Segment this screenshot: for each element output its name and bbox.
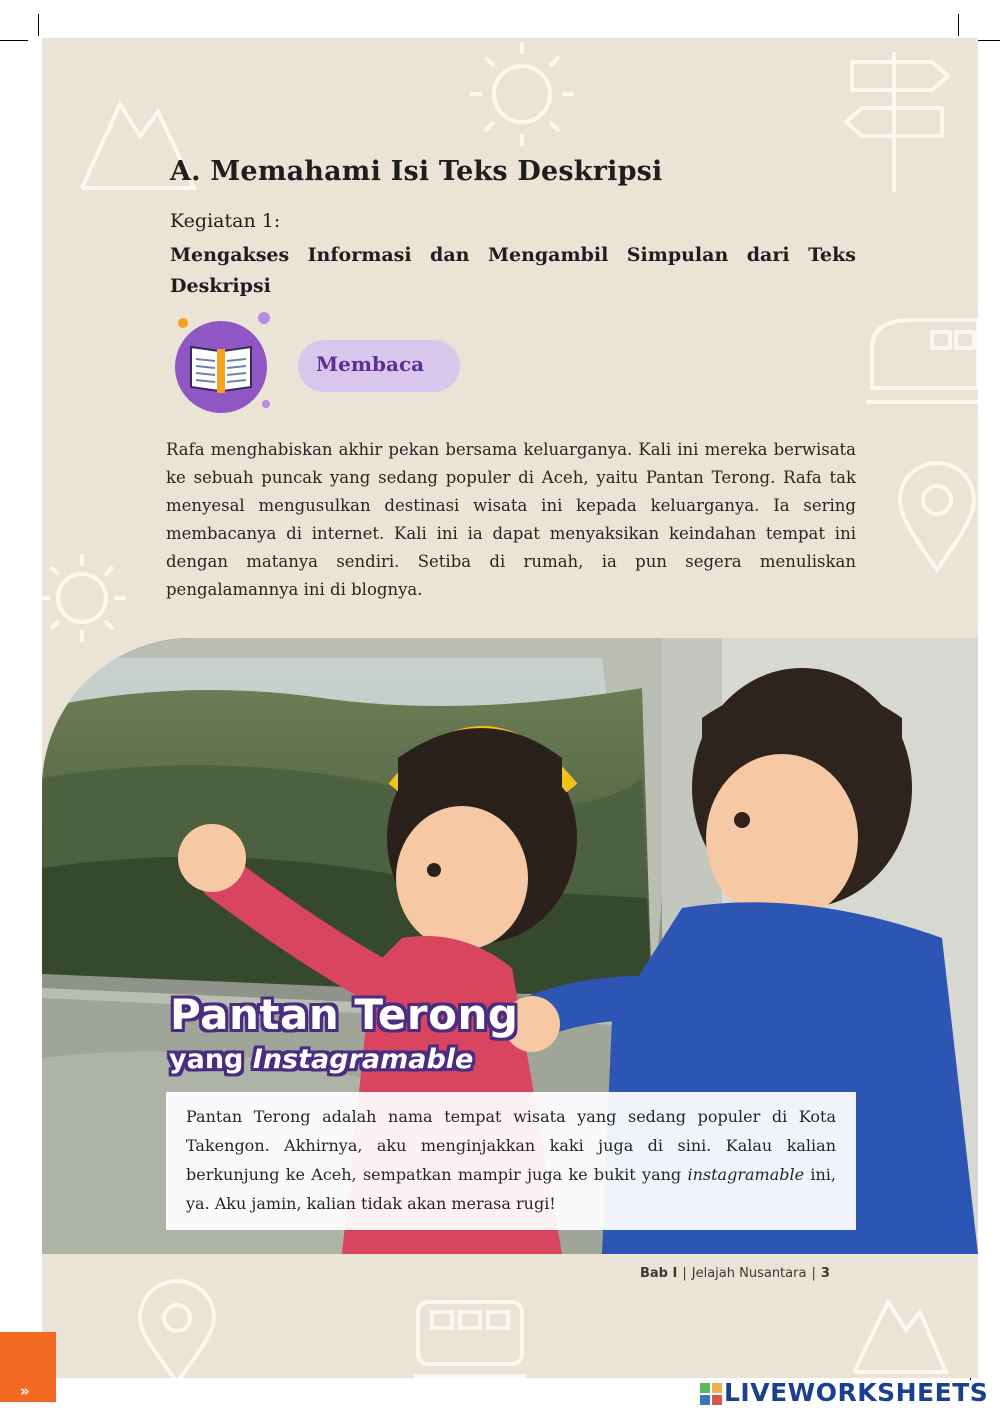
decor-dot [178, 318, 188, 328]
footer-chapter: Bab I [640, 1266, 678, 1281]
story-title: Pantan Terong [170, 990, 519, 1039]
signpost-icon [832, 42, 972, 202]
activity-label: Kegiatan 1: [170, 210, 281, 232]
crop-mark [0, 40, 28, 41]
intro-paragraph: Rafa menghabiskan akhir pekan bersama keluarganya. Kali ini mereka berwisata ke sebuah puncak yang sedang populer di Aceh, yaitu Pantan Terong. Rafa tak menyesal mengusulkan destinasi wisata ini kepada keluarganya. Ia sering membacanya di internet. Kali ini ia dapat menyaksikan keindahan tempat ini dengan matanya sendiri. Setiba di rumah, ia pun segera menuliskan pengalamannya ini di blognya. [166, 440, 856, 599]
footer-separator: | [811, 1266, 816, 1281]
crop-mark [38, 14, 39, 36]
decor-dot [262, 400, 270, 408]
crop-mark [958, 14, 959, 36]
story-subtitle-italic: Instagramable [252, 1044, 474, 1075]
decor-dot [258, 312, 270, 324]
sun-icon [462, 38, 582, 158]
open-book-icon [187, 339, 255, 399]
footer-separator: | [682, 1266, 687, 1281]
location-pin-icon [892, 458, 978, 578]
blog-text: ini, ya. Aku jamin, kalian tidak akan merasa rugi! [186, 1165, 837, 1213]
blog-text: Pantan Terong adalah nama tempat wisata yang sedang populer di Kota Takengon. Akhirnya, aku menginjakkan kaki juga di sini. Kalau kalian berkunjung ke Aceh, sempatkan mampir juga ke bukit yang [186, 1107, 836, 1184]
section-heading: A. Memahami Isi Teks Deskripsi [170, 156, 663, 187]
blog-italic-word: instagramable [687, 1165, 805, 1184]
train-icon [862, 308, 978, 418]
page-footer [640, 1266, 830, 1281]
mountain-icon [850, 1278, 950, 1378]
double-chevron-icon: » [20, 1382, 30, 1400]
activity-title: Mengakses Informasi dan Mengambil Simpulan dari Teks Deskripsi [170, 244, 856, 297]
reading-badge-circle [175, 321, 267, 413]
watermark-text: LIVEWORKSHEETS [724, 1378, 989, 1407]
liveworksheets-logo-icon [700, 1382, 722, 1411]
story-subtitle [169, 1044, 473, 1075]
train-icon [410, 1294, 530, 1378]
textbook-page [42, 38, 978, 1378]
liveworksheets-watermark [700, 1378, 988, 1406]
location-pin-icon [132, 1278, 222, 1378]
footer-book-title: Jelajah Nusantara [691, 1266, 807, 1281]
reading-label: Membaca [316, 352, 425, 376]
story-subtitle-prefix: yang [169, 1044, 253, 1075]
footer-page-number: 3 [820, 1266, 830, 1281]
blog-excerpt [166, 1092, 856, 1230]
